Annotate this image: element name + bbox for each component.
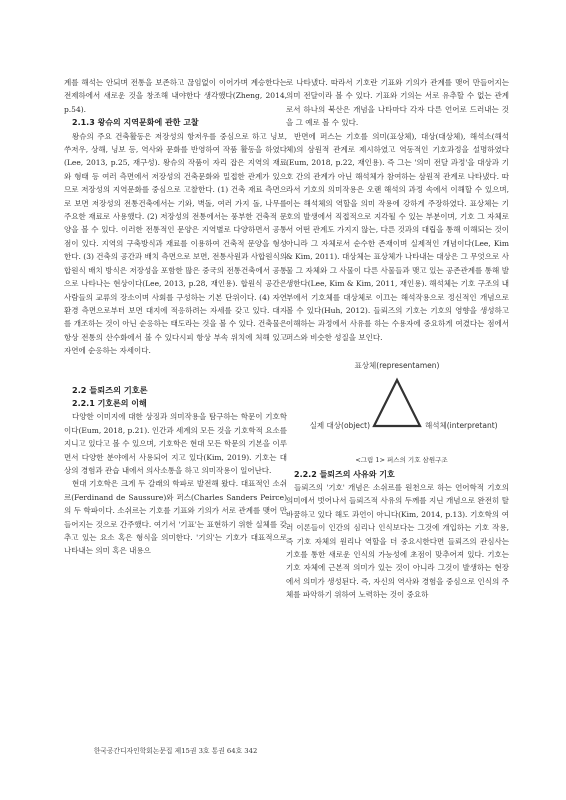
left-column	[64, 76, 287, 558]
section-heading-2-2: 2.2 들뢰즈의 기호론	[72, 384, 148, 395]
label-representamen: 표상체(representamen)	[354, 361, 440, 371]
section-heading-2-2-2: 2.2.2 들뢰즈의 사유와 기호	[294, 469, 395, 479]
figure-caption: <그림 1> 퍼스의 기호 삼원구조	[355, 456, 448, 465]
body-paragraph: 현대 기호학은 크게 두 갈래의 학파로 발전해 왔다. 대표적인 소쉬르(Ferdinand de Saussure)와 퍼스(Charles Sanders Peirce)의 두 학파이다. 소쉬르는 기호를 기표와 기의가 서로 관계를 맺어 만들어지는 것으로 간주했다. 여기서 '기표'는 표현하기 위한 실체를 갖추고 있는 요소 혹은 형식을 의미한다. '기의'는 기호가 대표적으로 나타내는 의미 혹은 내용으	[64, 479, 287, 556]
body-paragraph: 다양한 이미지에 대한 상징과 의미작용을 탐구하는 학문이 기호학이다(Eum, 2018, p.21). 인간과 세계의 모든 것을 기호학적 요소를 지니고 있다고 볼 수 있으며, 기호학은 현대 모든 학문의 기본을 이루면서 다양한 분야에서 사용되어 지고 있다(Kim, 2019). 기호는 대상의 경험과 관습 내에서 의사소통을 하고 의미작용이 일어난다.	[64, 412, 287, 475]
figure-peirce-triad	[286, 354, 509, 454]
right-column	[286, 76, 509, 602]
section-heading-2-2-1: 2.2.1 기호론의 이해	[72, 398, 147, 408]
section-heading-2-1-3: 2.1.3 왕슈의 지역문화에 관한 고찰	[72, 118, 199, 128]
body-paragraph: 로 나타냈다. 따라서 기호란 기표와 기의가 관계를 맺어 만들어지는 의미 전달이라 볼 수 있다. 기표와 기의는 서로 유추할 수 없는 관계로서 하나의 북산은 개념을 나타마다 각자 다른 언어로 드러내는 것을 그 예로 볼 수 있다.	[286, 78, 509, 128]
page-footer: 한국공간디자인학회논문집 제15권 3호 통권 64호 342	[93, 747, 258, 755]
body-paragraph: 계를 해석는 안되며 전통을 보존하고 끊임없이 이어가며 계승한다는 전제하에서 새로운 것을 창조해 내야한다 생각했다(Zheng, 2014, p.54).	[64, 78, 287, 114]
triangle-shape	[374, 380, 420, 426]
label-object: 실제 대상(object)	[309, 421, 370, 431]
body-paragraph: 들뢰즈의 '기호' 개념은 소쉬르를 원천으로 하는 언어학적 기호의 의미에서 벗어나서 들뢰즈적 사유의 두께를 지닌 개념으로 완전히 탈바꿈하고 있다 해도 과언이 아니다(Kim, 2014, p.13). 기호학의 여러 이론들이 인간의 심리나 인식보다는 그것에 개입하는 기호 작용, 즉 기호 자체의 원리나 역할을 더 중요시한다면 들뢰즈의 관심사는 기호를 통한 새로운 인식의 가능성에 초점이 맞추어져 있다. 기호는 기호 자체에 근본적 의미가 있는 것이 아니라 그것이 발생하는 현장에서 의미가 생성된다. 즉, 자신의 역사와 경험을 중심으로 인식의 주체를 파악하기 위하여 노력하는 것이 중요하	[286, 482, 509, 600]
body-paragraph: 왕슈의 주요 건축활동은 저장성의 항저우를 중심으로 하고 닝보, 쑤저우, 상해, 닝보 등, 역사와 문화를 반영하여 작품 활동을 하였다(Lee, 2013, p.25, 재구성). 왕슈의 작품이 자리 잡은 지역의 재료와 형태 등 여러 측면에서 저장성의 건축문화와 밀접한 관계가 있으므로 저장성의 지역문화를 중심으로 고찰한다. (1) 건축 재료 측면으로 보면 저장성의 전통건축에서는 기와, 벽돌, 여러 가지 돌, 나무를 주요한 재료로 사용했다. (2) 저장성의 전통에서는 풍부한 건축적 문양을 볼 수 있다. 이러한 전통적인 문양은 지역별로 다양하면서 공통점이 있다. 지역의 구축방식과 재료를 이용하여 건축적 문양을 형성한다. (3) 건축의 공간과 배치 측면으로 보면, 전통사원과 사합원식의 합원식 배치 방식은 저장성을 포함한 많은 중국의 전통건축에서 공통으로 나타나는 현상이다(Lee, 2013, p.28, 재인용). 합원식 공간은 사람들의 교류의 장소이며 사회를 구성하는 기본 단위이다. (4) 자연환경 측면으로부터 보면 대지에 적응하려는 자세를 갖고 있다. 대지를 개조하는 것이 아닌 순응하는 태도라는 것을 볼 수 있다. 건축물은 항상 전통의 산수화에서 볼 수 있다시피 항상 부속 위치에 처해 있고 자연에 순응하는 자세이다.	[64, 131, 287, 356]
label-interpretant: 해석체(interpretant)	[425, 421, 498, 431]
body-paragraph: 반면에 퍼스는 기호를 의미(표상체), 대상(대상체), 해석소(해석체)의 삼원적 관계로 제시하였고 역동적인 기호과정을 설명하였다(Eum, 2018, p.22, 재인용). 즉 그는 '의미 전달 과정'을 대상과 기호 간의 관계가 아닌 해석체가 참여하는 삼원적 관계로 나타냈다. 따라서 기호의 의미작용은 오랜 해석의 과정 속에서 이해할 수 있으며, 이는 해석체의 역할을 의미 작용에 강하게 주장하였다. 표상체는 기호의 발생에서 직접적으로 지각될 수 있는 부분이며, 기호 그 자체로서 어떤 관계도 가지지 않는, 다른 것과의 대립을 통해 이해되는 것이 아니라 그 자체로서 순수한 존재이며 실제적인 개념이다(Lee, Kim & Kim, 2011). 대상체는 표상체가 나타내는 대상은 그 무엇으로 사물 그 자체와 그 사물이 다른 사물들과 맺고 있는 공존관계를 통해 발생한다(Lee, Kim & Kim, 2011, 재인용). 해석체는 기호 구조의 내부에서 기호체를 대상체로 이끄는 해석작용으로 정신적인 개념으로 볼 수 있다(Huh, 2012). 들뢰즈의 기호는 기호의 영향을 생성하고 이해하는 과정에서 사유를 하는 수용자에 중요하게 여겼다는 점에서 퍼스와 비슷한 성질을 보인다.	[286, 131, 509, 342]
triad-diagram	[286, 354, 509, 454]
